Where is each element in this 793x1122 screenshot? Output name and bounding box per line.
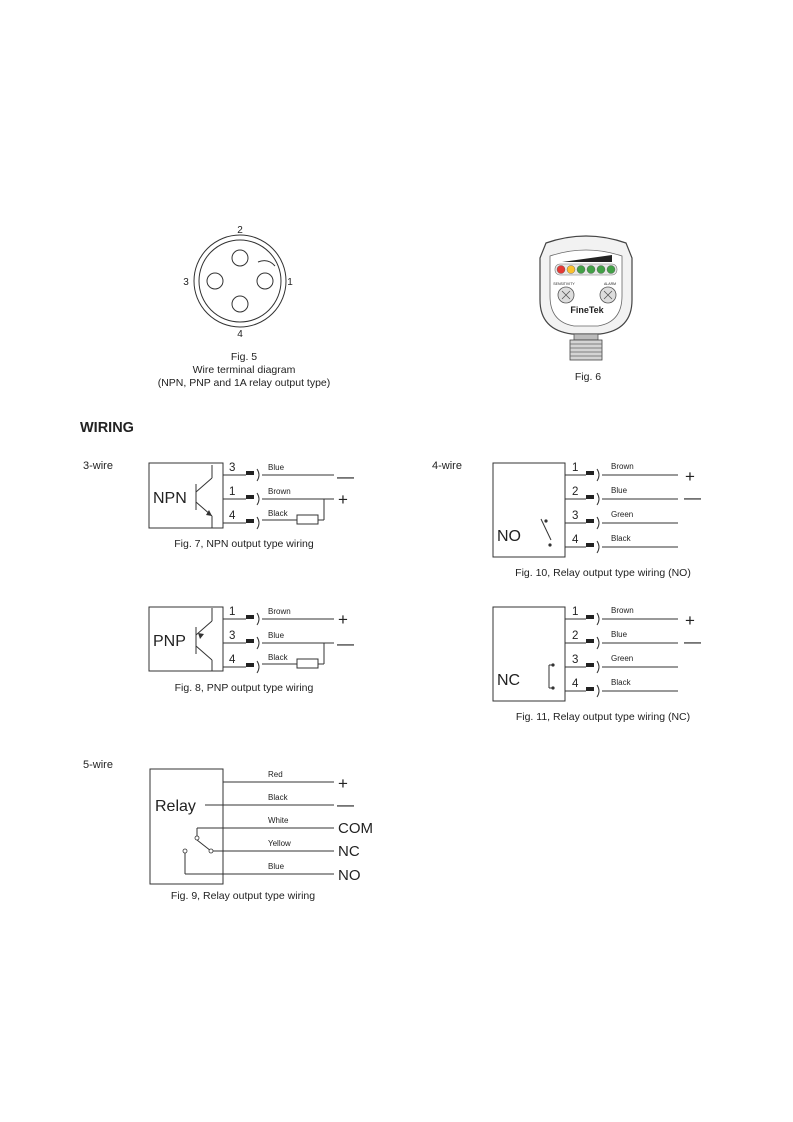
no-sign-minus: —	[684, 488, 701, 507]
fig10-caption: Fig. 10, Relay output type wiring (NO)	[515, 567, 691, 579]
fig7-npn-diagram	[149, 462, 354, 550]
no-pin-3: 3	[572, 510, 579, 522]
no-wire-blue: Blue	[611, 486, 628, 495]
nc-wire-brown: Brown	[611, 606, 634, 615]
fig9-caption: Fig. 9, Relay output type wiring	[170, 890, 316, 902]
pnp-box-label: PNP	[153, 633, 186, 650]
relay-terminal-com: COM	[338, 820, 373, 837]
pnp-sign-minus: —	[337, 634, 354, 653]
npn-sign-plus: +	[338, 490, 348, 509]
pnp-wire-black: Black	[268, 653, 288, 662]
fig11-nc-diagram	[493, 606, 701, 723]
fig6-device	[540, 236, 632, 383]
led-indicator-4	[587, 266, 595, 274]
fig9-relay-diagram	[150, 769, 373, 902]
npn-wire-black: Black	[268, 509, 288, 518]
fig5-connector	[158, 225, 331, 389]
led-indicator-6	[607, 266, 615, 274]
relay-wire-black: Black	[268, 793, 288, 802]
alarm-label: ALARM	[603, 282, 617, 286]
fig8-caption: Fig. 8, PNP output type wiring	[174, 682, 314, 694]
fig5-caption-line1: Fig. 5	[230, 351, 258, 363]
no-wire-black: Black	[611, 534, 631, 543]
connector-outer-ring	[194, 235, 286, 327]
nc-contact-symbol	[549, 663, 555, 689]
relay-sign-minus: —	[337, 795, 354, 814]
pin-label-1: 1	[287, 277, 293, 288]
npn-pin-1: 1	[229, 486, 236, 498]
led-indicator-1	[557, 266, 565, 274]
npn-transistor-symbol	[196, 465, 212, 528]
pin-label-4: 4	[237, 329, 243, 340]
pnp-sign-plus: +	[338, 610, 348, 629]
pin-label-3: 3	[183, 277, 189, 288]
fig5-caption-line3: (NPN, PNP and 1A relay output type)	[157, 377, 331, 389]
connector-key-notch	[258, 261, 275, 266]
nc-pin-1: 1	[572, 606, 579, 618]
fig7-caption: Fig. 7, NPN output type wiring	[174, 538, 314, 550]
pnp-pin-4: 4	[229, 654, 236, 666]
no-pin-2: 2	[572, 486, 579, 498]
pin-4-hole	[232, 296, 248, 312]
npn-sign-minus: —	[337, 467, 354, 486]
led-indicator-3	[577, 266, 585, 274]
nc-box-label: NC	[497, 672, 521, 689]
no-box-label: NO	[497, 528, 521, 545]
fig6-caption: Fig. 6	[574, 371, 602, 383]
fig8-pnp-diagram	[149, 606, 354, 694]
relay-wire-blue: Blue	[268, 862, 285, 871]
nc-wire-blue: Blue	[611, 630, 628, 639]
relay-box-label: Relay	[155, 798, 196, 815]
led-indicator-2	[567, 266, 575, 274]
wiring-section-title: WIRING	[80, 420, 134, 436]
pnp-pin-1: 1	[229, 606, 236, 618]
led-indicator-5	[597, 266, 605, 274]
relay-wire-red: Red	[268, 770, 283, 779]
npn-box-label: NPN	[153, 490, 187, 507]
pnp-wire-brown: Brown	[268, 607, 291, 616]
fig10-no-diagram	[493, 462, 701, 579]
pin-2-hole	[232, 250, 248, 266]
pnp-pin-3: 3	[229, 630, 236, 642]
brand-logo-text: FineTek	[570, 305, 604, 315]
relay-terminal-nc: NC	[338, 843, 360, 860]
relay-sign-plus: +	[338, 774, 348, 793]
nc-sign-minus: —	[684, 632, 701, 651]
no-wire-green: Green	[611, 510, 634, 519]
connector-inner-ring	[199, 240, 281, 322]
nc-pin-3: 3	[572, 654, 579, 666]
relay-terminal-no: NO	[338, 867, 361, 884]
npn-load-resistor	[297, 515, 318, 524]
npn-pin-4: 4	[229, 510, 236, 522]
fig5-caption-line2: Wire terminal diagram	[192, 364, 296, 376]
pnp-load-resistor	[297, 659, 318, 668]
device-neck	[574, 334, 598, 340]
sensitivity-label: SENSITIVITY	[553, 282, 575, 286]
no-sign-plus: +	[685, 467, 695, 486]
npn-wire-brown: Brown	[268, 487, 291, 496]
five-wire-label: 5-wire	[83, 759, 113, 771]
pin-3-hole	[207, 273, 223, 289]
npn-wire-blue: Blue	[268, 463, 285, 472]
no-contact-symbol	[541, 519, 552, 547]
relay-box	[150, 769, 223, 884]
nc-pin-4: 4	[572, 678, 579, 690]
nc-wire-green: Green	[611, 654, 634, 663]
pnp-transistor-symbol	[196, 608, 212, 671]
fig11-caption: Fig. 11, Relay output type wiring (NC)	[515, 711, 691, 723]
three-wire-label: 3-wire	[83, 460, 113, 472]
no-pin-1: 1	[572, 462, 579, 474]
relay-contact-symbol	[183, 805, 223, 874]
npn-pin-3: 3	[229, 462, 236, 474]
no-pin-4: 4	[572, 534, 579, 546]
pin-1-hole	[257, 273, 273, 289]
nc-wire-black: Black	[611, 678, 631, 687]
relay-wire-white: White	[268, 816, 289, 825]
pin-label-2: 2	[237, 225, 243, 236]
relay-wire-yellow: Yellow	[268, 839, 291, 848]
pnp-wire-blue: Blue	[268, 631, 285, 640]
no-wire-brown: Brown	[611, 462, 634, 471]
nc-pin-2: 2	[572, 630, 579, 642]
nc-sign-plus: +	[685, 611, 695, 630]
device-thread	[570, 340, 602, 360]
four-wire-label: 4-wire	[432, 460, 462, 472]
